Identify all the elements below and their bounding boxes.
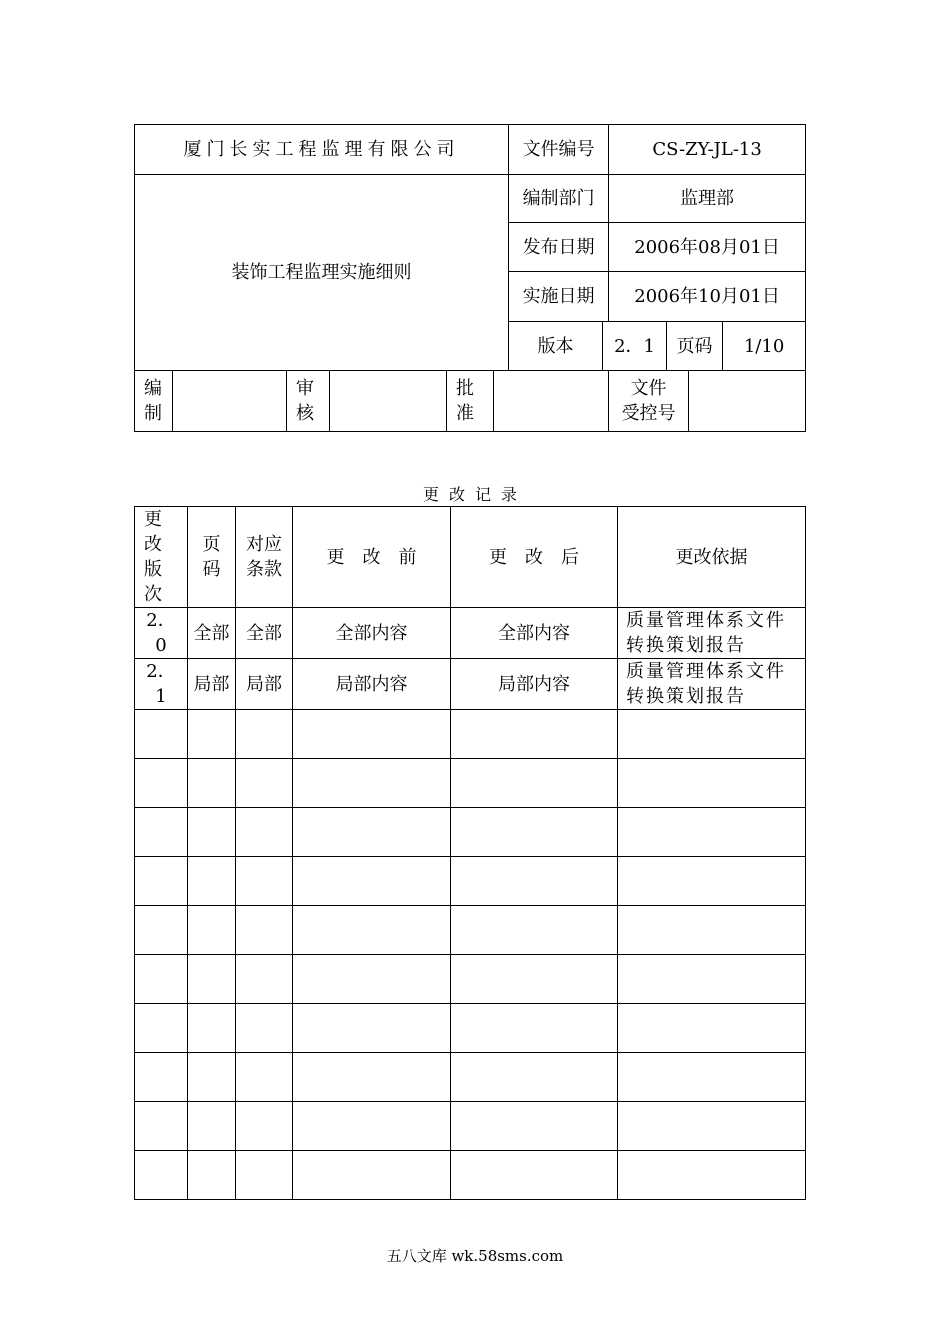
doc-no: CS-ZY-JL-13 <box>609 125 806 175</box>
table-row <box>135 608 806 659</box>
header-basis: 更改依据 <box>618 507 806 608</box>
empty-row <box>135 808 806 857</box>
dept-label: 编制部门 <box>509 175 609 223</box>
empty-row <box>135 759 806 808</box>
row-version-line-2: 0 <box>155 635 167 656</box>
row-basis-line-1: 质量管理体系文件 <box>626 661 786 682</box>
empty-row <box>135 1151 806 1200</box>
row-basis-line-2: 转换策划报告 <box>626 686 746 707</box>
row-version-line-1: 2． <box>146 661 176 682</box>
empty-row <box>135 1053 806 1102</box>
header-version-line-4: 次 <box>144 584 162 605</box>
review-label <box>287 371 330 432</box>
approve-label-line-2: 准 <box>456 403 474 424</box>
change-header-row <box>135 507 806 608</box>
header-clause-line-2: 条款 <box>246 559 282 580</box>
document-header-table <box>134 124 806 432</box>
footer-watermark-text: 五八文库 wk.58sms.com <box>386 1247 564 1265</box>
row-clause: 全部 <box>236 608 293 659</box>
page-label: 页码 <box>667 322 723 371</box>
row-page: 全部 <box>188 608 236 659</box>
header-before: 更 改 前 <box>293 507 451 608</box>
impl-date: 2006年10月01日 <box>609 272 806 322</box>
row-version-line-2: 1 <box>155 686 167 707</box>
row-basis <box>618 659 806 710</box>
control-no-field <box>689 371 806 432</box>
change-record-title: 更改记录 <box>422 485 527 504</box>
control-no-label-line-2: 受控号 <box>621 403 676 424</box>
approve-label <box>447 371 494 432</box>
empty-row <box>135 857 806 906</box>
compile-label-line-2: 制 <box>144 403 162 424</box>
impl-date-label: 实施日期 <box>509 272 609 322</box>
header-page <box>188 507 236 608</box>
approve-field <box>494 371 609 432</box>
review-label-line-1: 审 <box>296 378 314 399</box>
row-after: 全部内容 <box>451 608 618 659</box>
row-version-line-1: 2． <box>146 610 176 631</box>
header-page-line-1: 页 <box>202 534 221 555</box>
empty-row <box>135 906 806 955</box>
row-before: 全部内容 <box>293 608 451 659</box>
review-label-line-2: 核 <box>296 403 314 424</box>
compile-field <box>173 371 287 432</box>
empty-row <box>135 1102 806 1151</box>
version-label: 版本 <box>509 322 603 371</box>
company-name: 厦门长实工程监理有限公司 <box>135 125 509 175</box>
control-no-label <box>609 371 689 432</box>
header-clause-line-1: 对应 <box>246 534 282 555</box>
row-after: 局部内容 <box>451 659 618 710</box>
control-no-label-line-1: 文件 <box>630 378 667 399</box>
review-field <box>330 371 447 432</box>
change-record-table <box>134 506 806 1200</box>
compile-label <box>135 371 173 432</box>
header-version-line-3: 版 <box>144 559 162 580</box>
row-basis <box>618 608 806 659</box>
document-title: 装饰工程监理实施细则 <box>135 175 509 371</box>
dept: 监理部 <box>609 175 806 223</box>
header-version-line-2: 改 <box>144 534 162 555</box>
version-value: 2．1 <box>603 322 667 371</box>
issue-date-label: 发布日期 <box>509 223 609 272</box>
issue-date: 2006年08月01日 <box>609 223 806 272</box>
row-basis-line-1: 质量管理体系文件 <box>626 610 786 631</box>
empty-row <box>135 1004 806 1053</box>
header-page-line-2: 码 <box>202 559 221 580</box>
row-version <box>135 659 188 710</box>
doc-no-label: 文件编号 <box>509 125 609 175</box>
header-after: 更 改 后 <box>451 507 618 608</box>
header-version-line-1: 更 <box>144 509 162 530</box>
empty-row <box>135 955 806 1004</box>
compile-label-line-1: 编 <box>144 378 162 399</box>
row-page: 局部 <box>188 659 236 710</box>
table-row <box>135 659 806 710</box>
row-basis-line-2: 转换策划报告 <box>626 635 746 656</box>
empty-row <box>135 710 806 759</box>
header-version <box>135 507 188 608</box>
approve-label-line-1: 批 <box>456 378 474 399</box>
header-clause <box>236 507 293 608</box>
page-value: 1/10 <box>723 322 806 371</box>
row-clause: 局部 <box>236 659 293 710</box>
row-before: 局部内容 <box>293 659 451 710</box>
row-version <box>135 608 188 659</box>
